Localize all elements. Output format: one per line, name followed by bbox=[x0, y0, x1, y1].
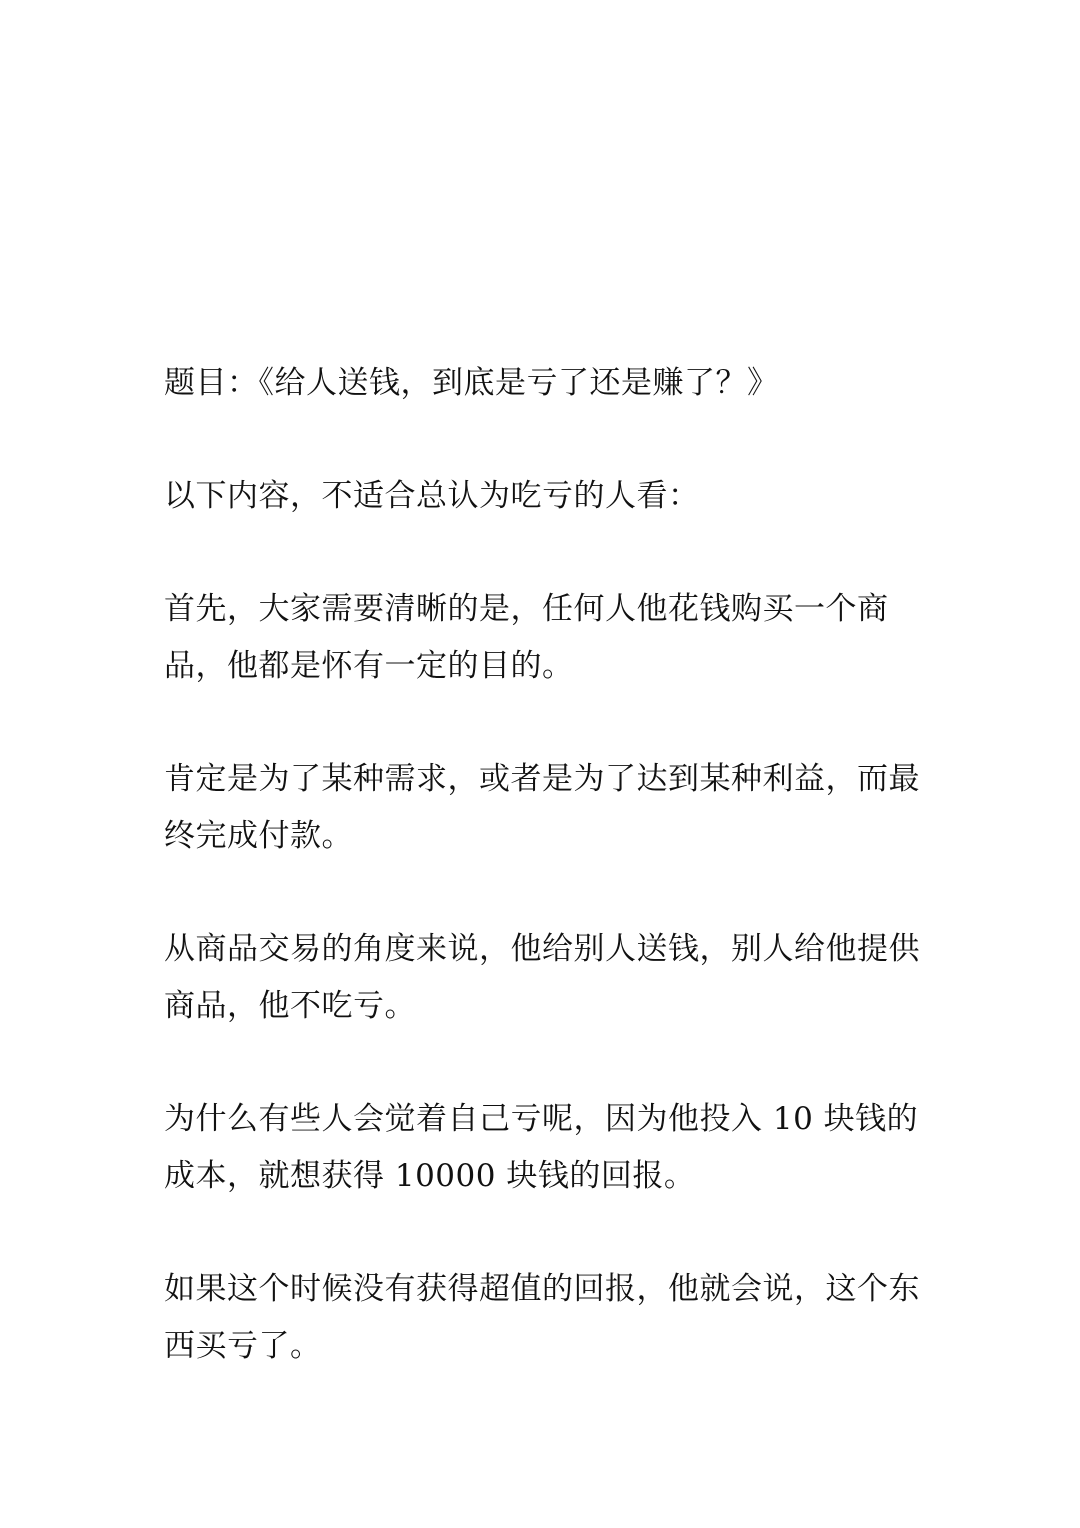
paragraph-2: 肯定是为了某种需求，或者是为了达到某种利益，而最终完成付款。 bbox=[164, 761, 920, 854]
paragraph-1: 首先，大家需要清晰的是，任何人他花钱购买一个商品，他都是怀有一定的目的。 bbox=[164, 591, 889, 684]
paragraph-3: 从商品交易的角度来说，他给别人送钱，别人给他提供商品，他不吃亏。 bbox=[164, 931, 920, 1024]
intro-paragraph: 以下内容，不适合总认为吃亏的人看： bbox=[164, 478, 700, 514]
document-title: 题目：《给人送钱，到底是亏了还是赚了？》 bbox=[164, 365, 779, 401]
document-body bbox=[164, 355, 924, 1431]
paragraph-4: 为什么有些人会觉着自己亏呢，因为他投入 10 块钱的成本，就想获得 10000 块钱的回报。 bbox=[164, 1101, 919, 1194]
paragraph-5: 如果这个时候没有获得超值的回报，他就会说，这个东西买亏了。 bbox=[164, 1271, 920, 1364]
